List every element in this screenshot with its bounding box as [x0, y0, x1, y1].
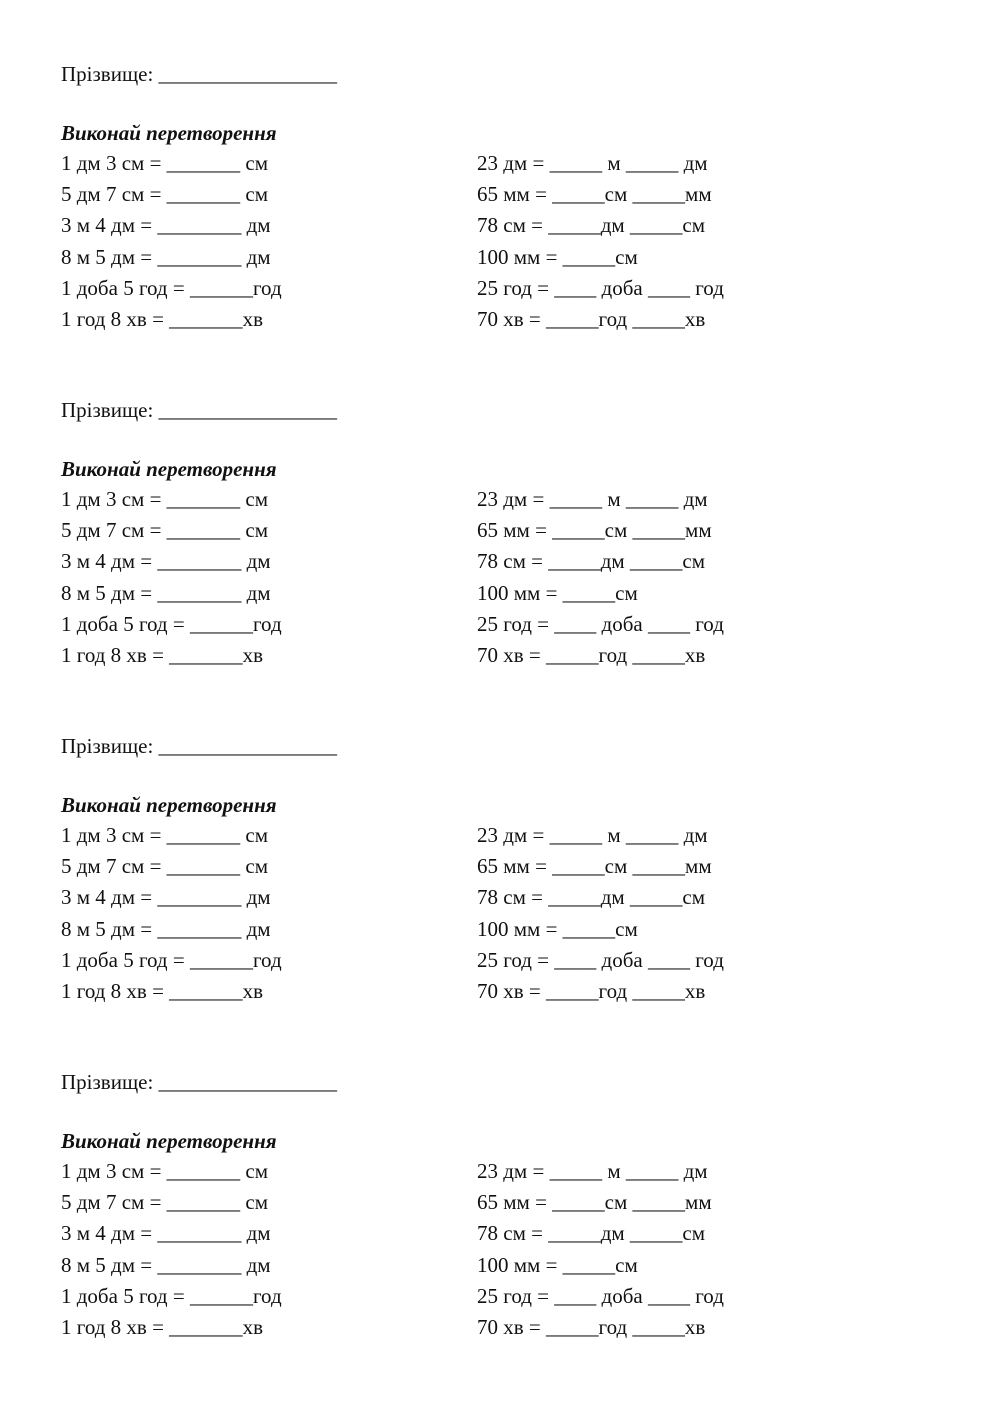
right-exercise-column [477, 821, 724, 1008]
exercise-row[interactable]: 1 год 8 хв = _______хв [61, 1314, 264, 1339]
worksheet-block [61, 733, 961, 1023]
exercise-row[interactable]: 70 хв = _____год _____хв [477, 1314, 706, 1339]
exercise-row[interactable]: 65 мм = _____см _____мм [477, 854, 712, 879]
right-exercise-column [477, 149, 724, 336]
exercise-row[interactable]: 8 м 5 дм = ________ дм [61, 580, 271, 605]
task-title: Виконай перетворення [61, 1129, 277, 1153]
left-exercise-column [61, 1157, 282, 1344]
exercise-row[interactable]: 3 м 4 дм = ________ дм [61, 885, 271, 910]
exercise-row[interactable]: 78 см = _____дм _____см [477, 213, 706, 238]
exercise-row[interactable]: 3 м 4 дм = ________ дм [61, 1221, 271, 1246]
exercise-row[interactable]: 65 мм = _____см _____мм [477, 1190, 712, 1215]
worksheet-block [61, 61, 961, 351]
exercise-row[interactable]: 78 см = _____дм _____см [477, 549, 706, 574]
right-exercise-column [477, 1157, 724, 1344]
exercise-row[interactable]: 100 мм = _____см [477, 580, 638, 605]
exercise-row[interactable]: 100 мм = _____см [477, 1252, 638, 1277]
surname-field[interactable]: Прізвище: _________________ [61, 734, 338, 758]
worksheet-block [61, 1069, 961, 1359]
left-exercise-column [61, 149, 282, 336]
exercise-row[interactable]: 100 мм = _____см [477, 916, 638, 941]
exercise-row[interactable]: 23 дм = _____ м _____ дм [477, 487, 708, 511]
exercise-row[interactable]: 1 доба 5 год = ______год [61, 275, 282, 300]
exercise-row[interactable]: 8 м 5 дм = ________ дм [61, 916, 271, 941]
exercise-row[interactable]: 3 м 4 дм = ________ дм [61, 549, 271, 574]
task-title: Виконай перетворення [61, 457, 277, 481]
right-exercise-column [477, 485, 724, 672]
exercise-row[interactable]: 1 дм 3 см = _______ см [61, 151, 269, 175]
exercise-row[interactable]: 25 год = ____ доба ____ год [477, 275, 724, 300]
exercise-row[interactable]: 5 дм 7 см = _______ см [61, 182, 269, 207]
surname-field[interactable]: Прізвище: _________________ [61, 62, 338, 86]
exercise-row[interactable]: 65 мм = _____см _____мм [477, 182, 712, 207]
exercise-row[interactable]: 25 год = ____ доба ____ год [477, 947, 724, 972]
exercise-row[interactable]: 5 дм 7 см = _______ см [61, 1190, 269, 1215]
exercise-row[interactable]: 1 год 8 хв = _______хв [61, 978, 264, 1003]
exercise-row[interactable]: 5 дм 7 см = _______ см [61, 854, 269, 879]
exercise-row[interactable]: 78 см = _____дм _____см [477, 1221, 706, 1246]
exercise-row[interactable]: 1 дм 3 см = _______ см [61, 823, 269, 847]
exercise-row[interactable]: 1 доба 5 год = ______год [61, 611, 282, 636]
exercise-row[interactable]: 23 дм = _____ м _____ дм [477, 151, 708, 175]
left-exercise-column [61, 485, 282, 672]
exercise-row[interactable]: 70 хв = _____год _____хв [477, 978, 706, 1003]
exercise-row[interactable]: 25 год = ____ доба ____ год [477, 1283, 724, 1308]
exercise-row[interactable]: 25 год = ____ доба ____ год [477, 611, 724, 636]
exercise-row[interactable]: 78 см = _____дм _____см [477, 885, 706, 910]
exercise-row[interactable]: 23 дм = _____ м _____ дм [477, 1159, 708, 1183]
exercise-row[interactable]: 70 хв = _____год _____хв [477, 642, 706, 667]
surname-field[interactable]: Прізвище: _________________ [61, 398, 338, 422]
left-exercise-column [61, 821, 282, 1008]
exercise-row[interactable]: 70 хв = _____год _____хв [477, 306, 706, 331]
exercise-row[interactable]: 65 мм = _____см _____мм [477, 518, 712, 543]
exercise-row[interactable]: 8 м 5 дм = ________ дм [61, 244, 271, 269]
exercise-row[interactable]: 1 дм 3 см = _______ см [61, 487, 269, 511]
surname-field[interactable]: Прізвище: _________________ [61, 1070, 338, 1094]
exercise-row[interactable]: 1 год 8 хв = _______хв [61, 306, 264, 331]
exercise-row[interactable]: 1 год 8 хв = _______хв [61, 642, 264, 667]
task-title: Виконай перетворення [61, 793, 277, 817]
exercise-row[interactable]: 3 м 4 дм = ________ дм [61, 213, 271, 238]
exercise-row[interactable]: 5 дм 7 см = _______ см [61, 518, 269, 543]
exercise-row[interactable]: 1 доба 5 год = ______год [61, 1283, 282, 1308]
worksheet-block [61, 397, 961, 687]
exercise-row[interactable]: 100 мм = _____см [477, 244, 638, 269]
exercise-row[interactable]: 1 дм 3 см = _______ см [61, 1159, 269, 1183]
exercise-row[interactable]: 1 доба 5 год = ______год [61, 947, 282, 972]
exercise-row[interactable]: 8 м 5 дм = ________ дм [61, 1252, 271, 1277]
task-title: Виконай перетворення [61, 121, 277, 145]
exercise-row[interactable]: 23 дм = _____ м _____ дм [477, 823, 708, 847]
